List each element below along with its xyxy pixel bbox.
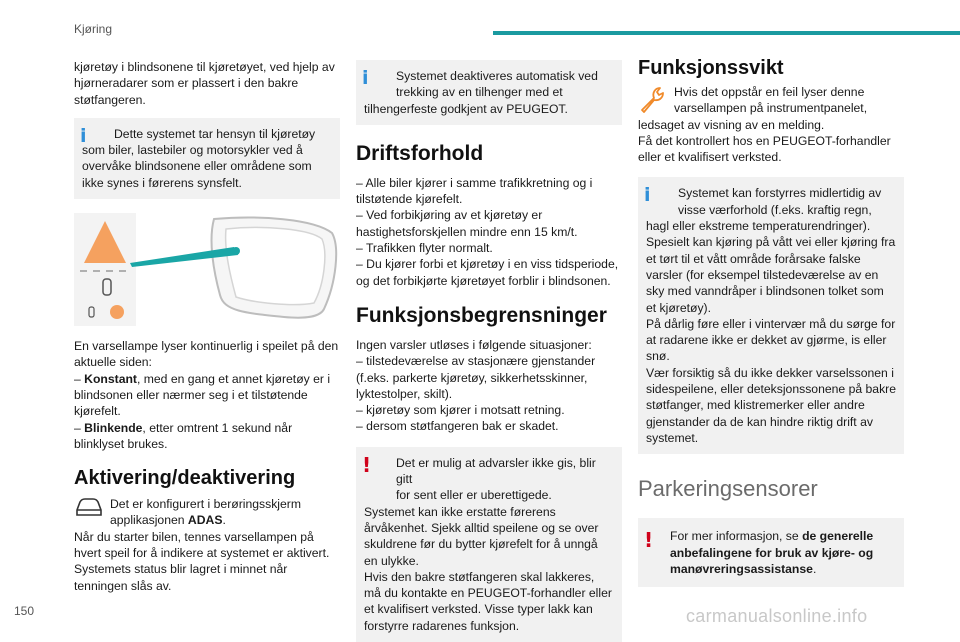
warning-marker-icon: ! — [644, 528, 654, 553]
mirror-illustration-svg — [74, 213, 340, 326]
info-box-text: visse værforhold (f.eks. kraftig regn, hagl eller ekstreme temperaturendringer). — [646, 202, 872, 234]
blind-spot-mirror-illustration — [74, 213, 340, 326]
start-paragraph: Når du starter bilen, tennes varsellampen på hvert speil for å indikere at systemet er aktivert. — [74, 529, 330, 561]
parking-reference-period: . — [812, 561, 817, 576]
constant-description: , med en gang et annet kjøretøy er i blindsonen eller nærmer seg i et tilstøtende kjørefelt. — [74, 371, 331, 419]
wrench-icon — [638, 86, 668, 118]
adas-app-name: ADAS — [187, 513, 223, 528]
list-item-constant — [74, 371, 340, 420]
adas-text-second — [74, 512, 340, 528]
lamp-paragraph: En varsellampe lyser kontinuerlig i speilet på den aktuelle siden: — [74, 339, 339, 370]
watermark: carmanualsonline.info — [686, 606, 868, 626]
section-heading-parking-sensors: Parkeringsensorer — [638, 476, 818, 502]
condition-item: – Ved forbikjøring av et kjøretøy er hastighetsforskjellen mindre enn 15 km/t. — [356, 208, 578, 239]
section-heading-malfunction: Funksjonssvikt — [638, 57, 784, 79]
section-heading-operating-conditions: Driftsforhold — [356, 141, 484, 165]
info-paragraph: Vær forsiktig så du ikke dekker varselssonen i sidespeilene, eller deteksjonssonene på bakre støtfanger, med klistremerker eller andre gjenstander da de kan hindre riktig drift av systemet. — [646, 365, 897, 445]
warning-box-alerts — [356, 447, 622, 642]
mirror-warning-lamp-icon — [232, 247, 240, 255]
memory-paragraph: Systemets status blir lagret i minnet når tenningen slås av. — [74, 562, 288, 593]
adas-text-first: Det er konfigurert i berøringsskjerm — [110, 497, 301, 512]
list-item-flashing — [74, 420, 340, 453]
info-box-trailer — [356, 60, 622, 125]
column-3 — [638, 56, 904, 587]
fault-paragraph — [638, 84, 904, 117]
parking-reference-text: For mer informasjon, se — [670, 529, 803, 544]
intro-paragraph: kjøretøy i blindsonene til kjøretøyet, ved hjelp av hjørneradarer som er plassert i den bakre støtfangeren. — [74, 60, 335, 107]
info-box-first-line: Systemet kan forstyrres midlertidig av — [678, 186, 882, 201]
blind-spot-dot-icon — [110, 305, 124, 319]
fault-paragraph-2: Få det kontrollert hos en PEUGEOT-forhandler eller et kvalifisert verksted. — [638, 133, 891, 165]
page-number: 150 — [14, 604, 35, 618]
warning-second-line: for sent eller er uberettigede. — [396, 488, 552, 503]
term-constant: Konstant — [84, 371, 137, 386]
info-marker-icon: i — [362, 67, 369, 89]
column-2 — [356, 60, 622, 642]
mirror-glass — [226, 228, 325, 305]
parking-reference[interactable] — [646, 528, 896, 577]
car-outline-icon — [74, 496, 104, 522]
fault-text: ledsaget av visning av en melding. — [638, 117, 825, 132]
section-heading-limitations: Funksjonsbegrensninger — [356, 303, 607, 327]
limitation-item: – tilstedeværelse av stasjonære gjenstander (f.eks. parkerte kjøretøy, sikkerhetsskinner, lyktestolper, skilt). — [356, 354, 596, 401]
fault-second-line: varsellampen på instrumentpanelet, — [674, 101, 868, 116]
warning-paragraph: Hvis den bakre støtfangeren skal lakkeres, må du kontakte en PEUGEOT-forhandler eller et kvalifisert verksted. Visse typer lakk kan forstyrre radarenes funksjon. — [364, 569, 612, 633]
warning-box-parking — [638, 518, 904, 587]
section-heading-activation: Aktivering/deaktivering — [74, 467, 296, 490]
info-box-first-line: Systemet deaktiveres automatisk ved — [396, 69, 598, 83]
parking-reference-link[interactable]: de generelle anbefalingene for bruk av kjøre- og manøvreringsassistanse — [670, 529, 874, 576]
adas-paragraph — [74, 496, 340, 529]
condition-item: – Trafikken flyter normalt. — [356, 241, 493, 256]
flashing-description: , etter omtrent 1 sekund når blinklyset brukes. — [74, 420, 293, 451]
header-accent-bar — [493, 31, 960, 35]
info-paragraph: Spesielt kan kjøring på vått vei eller kjøring fra et tørt til et vått område forårsake falske varsler (for eksempel tilstedeværelse av en sky med vanndråper i blindsonen tolket som et kjøretøy). — [646, 235, 896, 315]
adas-text-line: applikasjonen — [110, 513, 188, 528]
warning-marker-icon: ! — [362, 452, 372, 477]
condition-item: – Du kjører forbi et kjøretøy i en viss tidsperiode, og det forbikjørte kjøretøyet forblir i blindsonen. — [356, 257, 619, 288]
info-box-text: trekking av en tilhenger med et tilhengerfeste godkjent av PEUGEOT. — [364, 85, 568, 116]
term-flashing: Blinkende — [84, 420, 143, 435]
adas-period: . — [222, 513, 226, 528]
info-marker-icon: i — [644, 184, 651, 207]
column-1 — [74, 59, 340, 594]
info-box-vehicles — [74, 118, 340, 199]
warning-paragraph: Systemet kan ikke erstatte førerens årvåkenhet. Sjekk alltid speilene og se over skuldrene før du bytter kjørefelt for å unngå en ulykke. — [364, 504, 599, 568]
info-marker-icon: i — [80, 124, 87, 147]
warning-first-line: Det er mulig at advarsler ikke gis, blir gitt — [396, 455, 596, 487]
info-paragraph: På dårlig føre eller i vintervær må du sørge for at radarene ikke er dekket av gjørme, is eller snø. — [646, 316, 896, 364]
info-box-weather — [638, 177, 904, 454]
limitation-item: – kjøretøy som kjører i motsatt retning. — [356, 403, 565, 418]
condition-item: – Alle biler kjører i samme trafikkretning og i tilstøtende kjørefelt. — [356, 175, 593, 207]
running-header: Kjøring — [74, 22, 113, 36]
fault-first-line: Hvis det oppstår en feil lyser denne — [674, 85, 865, 99]
list-dash: – — [74, 371, 85, 386]
limitation-item: – dersom støtfangeren bak er skadet. — [356, 419, 559, 434]
list-dash: – — [74, 420, 85, 435]
info-box-first-line: Dette systemet tar hensyn til kjøretøy — [114, 126, 316, 141]
info-box-text: som biler, lastebiler og motorsykler ved å overvåke blindsonene eller områdene som ikke synes i førerens synsfelt. — [82, 143, 312, 190]
limitations-intro: Ingen varsler utløses i følgende situasjoner: — [356, 337, 592, 352]
